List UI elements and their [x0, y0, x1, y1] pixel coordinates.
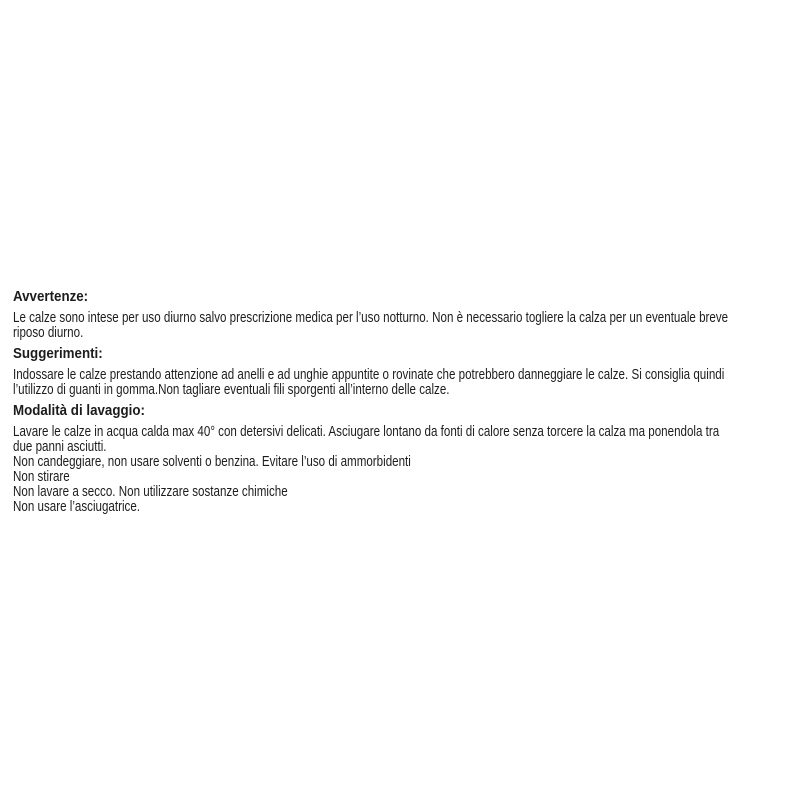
section-suggerimenti	[13, 347, 787, 398]
text-line: riposo diurno.	[13, 325, 84, 341]
text-line: Le calze sono intese per uso diurno salvo prescrizione medica per l’uso notturno. Non è necessario togliere la calza per un eventuale breve	[13, 310, 729, 326]
section-body-avvertenze	[13, 311, 787, 341]
section-heading-modalita-di-lavaggio: Modalità di lavaggio:	[13, 403, 145, 419]
section-body-modalita-di-lavaggio	[13, 425, 787, 515]
section-heading-suggerimenti: Suggerimenti:	[13, 346, 103, 362]
text-line: Non lavare a secco. Non utilizzare sostanze chimiche	[13, 484, 288, 500]
text-line: l’utilizzo di guanti in gomma.Non tagliare eventuali fili sporgenti all’interno delle calze.	[13, 382, 450, 398]
section-modalita-di-lavaggio	[13, 404, 787, 515]
text-line: Non usare l’asciugatrice.	[13, 499, 141, 515]
text-line: Indossare le calze prestando attenzione ad anelli e ad unghie appuntite o rovinate che potrebbero danneggiare le calze. Si consiglia quindi	[13, 367, 725, 383]
section-body-suggerimenti	[13, 368, 787, 398]
text-line: Non stirare	[13, 469, 70, 485]
text-line: Non candeggiare, non usare solventi o benzina. Evitare l’uso di ammorbidenti	[13, 454, 411, 470]
section-avvertenze	[13, 290, 787, 341]
text-line: due panni asciutti.	[13, 439, 107, 455]
section-heading-avvertenze: Avvertenze:	[13, 289, 89, 305]
text-line: Lavare le calze in acqua calda max 40° con detersivi delicati. Asciugare lontano da fonti di calore senza torcere la calza ma ponendola tra	[13, 424, 720, 440]
